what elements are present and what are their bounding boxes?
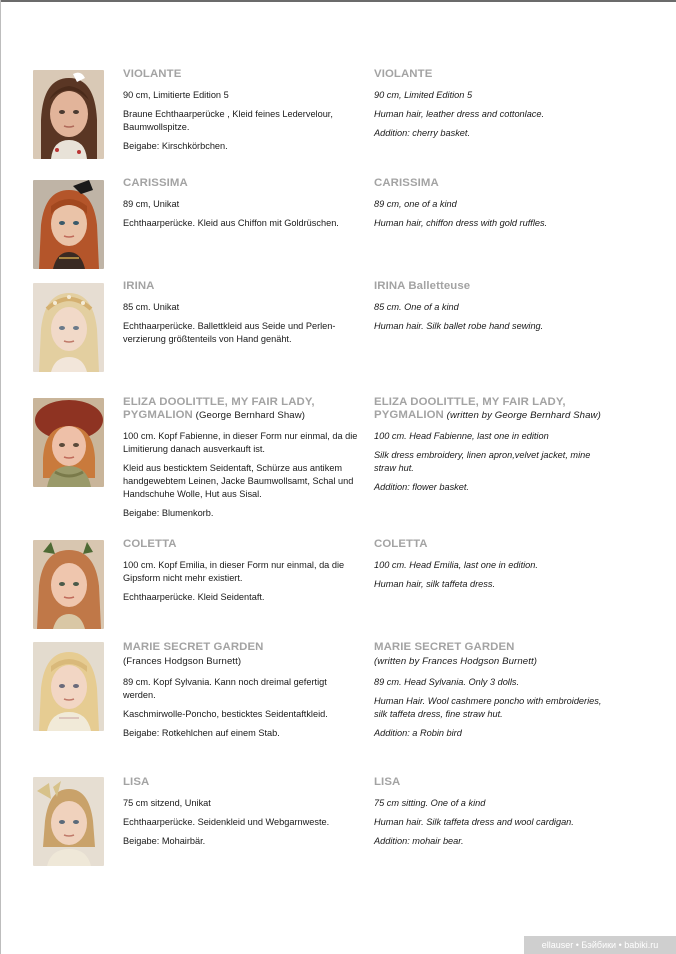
size-edition: 89 cm, one of a kind xyxy=(374,199,457,209)
doll-name: VIOLANTE xyxy=(374,68,433,80)
doll-photo-marie xyxy=(33,642,104,731)
doll-name: CARISSIMA xyxy=(374,177,439,189)
doll-name: COLETTA xyxy=(374,538,428,550)
doll-name xyxy=(374,641,614,668)
size-edition: 89 cm. Head Sylvania. Only 3 dolls. xyxy=(374,677,520,687)
text-english xyxy=(374,538,614,597)
description: Human hair. Silk taffeta dress and wool cardigan. xyxy=(374,817,574,827)
text-german xyxy=(123,776,358,854)
text-german xyxy=(123,177,358,236)
size-edition: 89 cm. Kopf Sylvania. Kann noch dreimal gefertigt werden. xyxy=(123,677,327,700)
doll-name-title: MARIE SECRET GARDEN xyxy=(374,641,515,653)
size-edition: 75 cm sitzend, Unikat xyxy=(123,798,211,808)
watermark-label: ellauser • Бэйбики • babiki.ru xyxy=(524,936,676,954)
description: Human hair, silk taffeta dress. xyxy=(374,579,496,589)
size-edition: 75 cm sitting. One of a kind xyxy=(374,798,486,808)
text-german xyxy=(123,68,358,159)
addition: Addition: cherry basket. xyxy=(374,128,471,138)
size-edition: 100 cm. Kopf Fabienne, in dieser Form nur einmal, da die Limitierung danach ausverkauft ist. xyxy=(123,431,358,454)
size-edition: 90 cm, Limitierte Edition 5 xyxy=(123,90,229,100)
description: Echthaarperücke. Ballettkleid aus Seide und Perlen-verzierung größtenteils von Hand genäht. xyxy=(123,321,336,344)
doll-name xyxy=(123,396,358,422)
author-credit: (written by George Bernhard Shaw) xyxy=(443,410,601,421)
doll-name xyxy=(374,396,614,422)
description: Human hair, leather dress and cottonlace. xyxy=(374,109,545,119)
addition: Addition: flower basket. xyxy=(374,482,469,492)
doll-photo-eliza xyxy=(33,398,104,487)
text-english xyxy=(374,177,614,236)
size-edition: 89 cm, Unikat xyxy=(123,199,180,209)
addition: Beigabe: Kirschkörbchen. xyxy=(123,141,228,151)
addition: Beigabe: Mohairbär. xyxy=(123,836,206,846)
doll-photo-carissima xyxy=(33,180,104,269)
doll-name: IRINA Balletteuse xyxy=(374,280,471,292)
doll-name: CARISSIMA xyxy=(123,177,188,189)
doll-photo-lisa xyxy=(33,777,104,866)
addition: Beigabe: Rotkehlchen auf einem Stab. xyxy=(123,728,280,738)
description: Braune Echthaarperücke , Kleid feines Ledervelour, Baumwollspitze. xyxy=(123,109,333,132)
size-edition: 100 cm. Kopf Emilia, in dieser Form nur einmal, da die Gipsform nicht mehr existiert. xyxy=(123,560,345,583)
size-edition: 85 cm. Unikat xyxy=(123,302,180,312)
description: Human hair, chiffon dress with gold ruffles. xyxy=(374,218,548,228)
text-german xyxy=(123,641,358,746)
addition: Addition: mohair bear. xyxy=(374,836,464,846)
addition: Beigabe: Blumenkorb. xyxy=(123,508,214,518)
doll-name: IRINA xyxy=(123,280,155,292)
size-edition: 100 cm. Head Emilia, last one in edition. xyxy=(374,560,538,570)
text-english xyxy=(374,68,614,146)
text-german xyxy=(123,280,358,352)
text-english xyxy=(374,280,614,339)
left-border xyxy=(0,0,1,954)
doll-name: LISA xyxy=(374,776,401,788)
author-credit: (written by Frances Hodgson Burnett) xyxy=(374,656,538,667)
description: Echthaarperücke. Kleid Seidentaft. xyxy=(123,592,265,602)
text-german xyxy=(123,538,358,610)
author-credit: (George Bernhard Shaw) xyxy=(192,410,306,421)
text-english xyxy=(374,776,614,854)
description: Silk dress embroidery, linen apron,velvet jacket, mine straw hut. xyxy=(374,450,591,473)
text-english xyxy=(374,641,614,746)
doll-photo-irina xyxy=(33,283,104,372)
description: Echthaarperücke. Kleid aus Chiffon mit Goldrüschen. xyxy=(123,218,339,228)
doll-name: LISA xyxy=(123,776,150,788)
top-border xyxy=(0,0,676,2)
description: Kleid aus besticktem Seidentaft, Schürze aus antikem handgewebtem Leinen, Jacke Baumwollsamt, Schal und Handschuhe Wolle, Hut aus Sisal. xyxy=(123,463,354,499)
size-edition: 90 cm, Limited Edition 5 xyxy=(374,90,473,100)
description: Kaschmirwolle-Poncho, besticktes Seidentaftkleid. xyxy=(123,709,328,719)
doll-name-title: MARIE SECRET GARDEN xyxy=(123,641,264,653)
doll-name: COLETTA xyxy=(123,538,177,550)
doll-name-title: ELIZA DOOLITTLE, MY FAIR LADY, PYGMALION xyxy=(374,396,566,421)
doll-photo-coletta xyxy=(33,540,104,629)
description: Echthaarperücke. Seidenkleid und Webgarnweste. xyxy=(123,817,330,827)
addition: Addition: a Robin bird xyxy=(374,728,462,738)
text-english xyxy=(374,396,614,500)
author-credit: (Frances Hodgson Burnett) xyxy=(123,656,242,667)
doll-name xyxy=(123,641,358,668)
doll-name: VIOLANTE xyxy=(123,68,182,80)
text-german xyxy=(123,396,358,526)
size-edition: 100 cm. Head Fabienne, last one in edition xyxy=(374,431,549,441)
description: Human Hair. Wool cashmere poncho with embroideries, silk taffeta dress, fine straw hut. xyxy=(374,696,602,719)
doll-name-title: ELIZA DOOLITTLE, MY FAIR LADY, PYGMALION xyxy=(123,396,315,421)
size-edition: 85 cm. One of a kind xyxy=(374,302,459,312)
doll-photo-violante xyxy=(33,70,104,159)
description: Human hair. Silk ballet robe hand sewing. xyxy=(374,321,544,331)
